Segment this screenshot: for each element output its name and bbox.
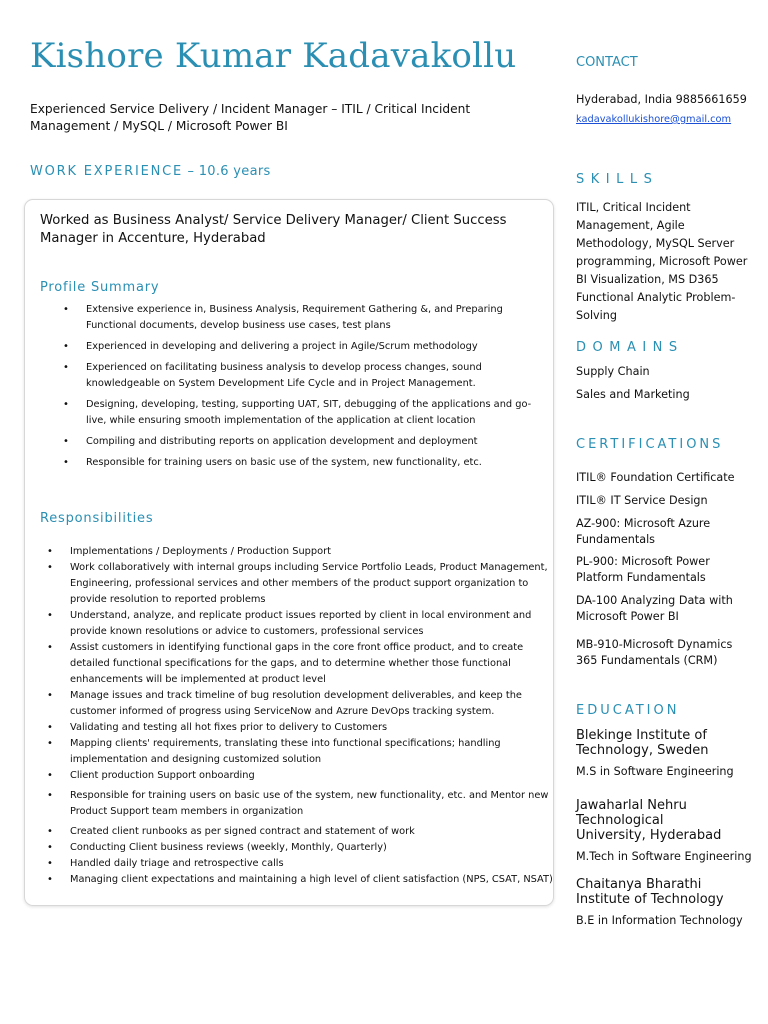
- certifications-heading: CERTIFICATIONS: [576, 437, 724, 452]
- domain-item: Sales and Marketing: [576, 388, 690, 401]
- domain-item: Supply Chain: [576, 365, 650, 378]
- list-item: • Client production Support onboarding: [47, 768, 557, 784]
- list-item: • Work collaboratively with internal groups including Service Portfolio Leads, Product Management, Engineering, professional services and other members of the product support organization to provide resolution to reported problems: [47, 560, 557, 608]
- education-school: Blekinge Institute of Technology, Sweden: [576, 728, 709, 758]
- list-item: • Validating and testing all hot fixes prior to delivery to Customers: [47, 720, 557, 736]
- education-degree: M.S in Software Engineering: [576, 765, 734, 778]
- responsibilities-heading: Responsibilities: [40, 511, 154, 526]
- certification-item: DA-100 Analyzing Data with Microsoft Power BI: [576, 594, 733, 623]
- list-item: • Compiling and distributing reports on application development and deployment: [63, 434, 547, 450]
- work-experience-years: – 10.6 years: [183, 164, 271, 179]
- list-item: • Responsible for training users on basic use of the system, new functionality, etc.: [63, 455, 547, 471]
- profile-summary-list: [63, 302, 547, 476]
- contact-location-phone: Hyderabad, India 9885661659: [576, 93, 747, 106]
- certification-item: PL-900: Microsoft Power Platform Fundamentals: [576, 555, 710, 584]
- education-school: Chaitanya Bharathi Institute of Technology: [576, 877, 724, 907]
- certification-item: ITIL® IT Service Design: [576, 494, 708, 507]
- education-degree: M.Tech in Software Engineering: [576, 850, 752, 863]
- candidate-name: Kishore Kumar Kadavakollu: [30, 36, 517, 76]
- education-heading: EDUCATION: [576, 703, 680, 718]
- email-link[interactable]: kadavakollukishore@gmail.com: [576, 114, 732, 125]
- list-item: • Understand, analyze, and replicate product issues reported by client in local environment and provide known resolutions or advice to customers, professional services: [47, 608, 557, 640]
- list-item: • Experienced on facilitating business analysis to develop process changes, sound knowledgeable on System Development Life Cycle and in Project Management.: [63, 360, 547, 392]
- skills-heading: SKILLS: [576, 172, 659, 187]
- profile-summary-heading: Profile Summary: [40, 280, 160, 295]
- list-item: • Designing, developing, testing, supporting UAT, SIT, debugging of the applications and go-live, while ensuring smooth implementation of the application at client location: [63, 397, 547, 429]
- role-description: Worked as Business Analyst/ Service Delivery Manager/ Client Success Manager in Accenture, Hyderabad: [40, 213, 507, 246]
- contact-heading: CONTACT: [576, 55, 638, 70]
- work-experience-title: WORK EXPERIENCE: [30, 164, 184, 179]
- list-item: • Assist customers in identifying functional gaps in the core front office product, and to create detailed functional specifications for the gaps, and to determine whether those functional enhancements will be implemented at product level: [47, 640, 557, 688]
- list-item: • Implementations / Deployments / Production Support: [47, 544, 557, 560]
- list-item: • Managing client expectations and maintaining a high level of client satisfaction (NPS, CSAT, NSAT): [47, 872, 557, 888]
- certification-item: ITIL® Foundation Certificate: [576, 471, 735, 484]
- list-item: • Conducting Client business reviews (weekly, Monthly, Quarterly): [47, 840, 557, 856]
- responsibilities-list: [47, 544, 557, 888]
- list-item: • Mapping clients' requirements, translating these into functional specifications; handling implementation and designing customized solution: [47, 736, 557, 768]
- list-item: • Extensive experience in, Business Analysis, Requirement Gathering &, and Preparing Functional documents, develop business use cases, test plans: [63, 302, 547, 334]
- certification-item: AZ-900: Microsoft Azure Fundamentals: [576, 517, 711, 546]
- education-school: Jawaharlal Nehru Technological University, Hyderabad: [576, 798, 722, 843]
- list-item: • Created client runbooks as per signed contract and statement of work: [47, 824, 557, 840]
- list-item: • Handled daily triage and retrospective calls: [47, 856, 557, 872]
- certification-item: MB-910-Microsoft Dynamics 365 Fundamentals (CRM): [576, 638, 733, 667]
- work-experience-heading: [30, 164, 271, 179]
- domains-heading: DOMAINS: [576, 340, 684, 355]
- education-degree: B.E in Information Technology: [576, 914, 743, 927]
- list-item: • Manage issues and track timeline of bug resolution development deliverables, and keep the customer informed of progress using ServiceNow and Azrure DevOps tracking system.: [47, 688, 557, 720]
- list-item: • Experienced in developing and delivering a project in Agile/Scrum methodology: [63, 339, 547, 355]
- skills-text: ITIL, Critical Incident Management, Agile Methodology, MySQL Server programming, Microsoft Power BI Visualization, MS D365 Functional Analytic Problem-Solving: [576, 201, 748, 322]
- headline: Experienced Service Delivery / Incident Manager – ITIL / Critical Incident Management / MySQL / Microsoft Power BI: [30, 102, 471, 133]
- list-item: • Responsible for training users on basic use of the system, new functionality, etc. and Mentor new Product Support team members in organization: [47, 788, 557, 820]
